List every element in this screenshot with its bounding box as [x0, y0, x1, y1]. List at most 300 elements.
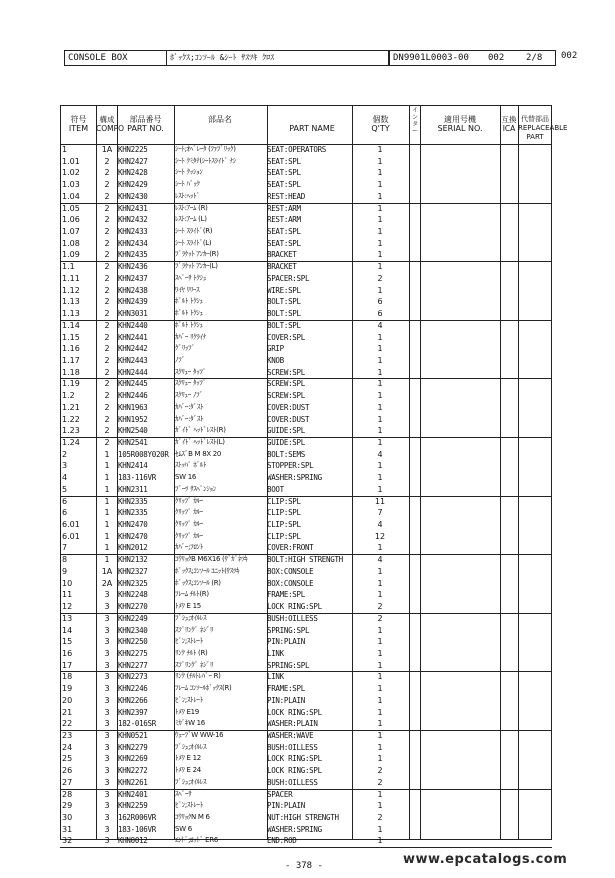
sheet-page: 2/8	[526, 53, 543, 63]
part-no-cell: KHN2246	[118, 684, 148, 694]
part-no-cell: KHN2431	[118, 203, 148, 213]
part-no-cell: KHN2269	[118, 754, 148, 764]
table-row	[60, 589, 552, 601]
part-no-cell: KHN2442	[118, 344, 148, 354]
table-row	[60, 519, 552, 531]
part-name-en-cell: PIN:PLAIN	[267, 695, 305, 705]
item-cell: 32	[62, 836, 73, 846]
part-name-jp-cell: ｶﾞｲﾄﾞ ﾍｯﾄﾞﾚｽﾄ(R)	[175, 426, 226, 435]
part-name-en-cell: SEAT:SPL	[267, 238, 301, 248]
part-name-en-cell: SCREW:SPL	[267, 379, 305, 389]
part-name-en-cell: CLIP:SPL	[267, 496, 301, 506]
part-name-en-cell: CLIP:SPL	[267, 531, 301, 541]
compo-cell: 1	[104, 508, 110, 518]
compo-cell: 2	[104, 426, 110, 436]
compo-cell: 3	[104, 637, 110, 647]
compo-cell: 1	[104, 484, 110, 494]
qty-cell: 1	[377, 156, 383, 166]
item-cell: 1.19	[62, 379, 80, 389]
part-name-en-cell: SEAT:OPERATORS	[267, 145, 327, 154]
qty-cell: 1	[377, 754, 383, 764]
compo-cell: 2	[104, 156, 110, 166]
part-name-en-cell: BUSH:OILLESS	[267, 742, 318, 752]
compo-cell: 3	[104, 813, 110, 823]
table-row	[60, 800, 552, 812]
part-name-en-cell: LOCK RING:SPL	[267, 602, 322, 612]
item-cell: 6	[62, 508, 68, 518]
item-cell: 1.18	[62, 367, 80, 377]
qty-cell: 1	[377, 262, 383, 272]
col-header-replaceable: 代替部品 REPLACEABLE PART	[518, 115, 568, 141]
compo-cell: 3	[104, 684, 110, 694]
part-name-jp-cell: ｼｰﾄ ｽﾗｲﾄﾞ(L)	[175, 238, 212, 247]
col-header-compo: 構成 COMPO	[96, 115, 125, 133]
part-name-jp-cell: ｳｪｰﾌﾞW WW-16	[175, 731, 224, 739]
part-name-jp-cell: ﾎﾞﾙﾄ ﾄｸｼｭ	[175, 309, 203, 318]
part-name-jp-cell: ｶﾞｲﾄﾞ ﾍｯﾄﾞﾚｽﾄ(L)	[175, 438, 225, 446]
qty-cell: 1	[377, 191, 383, 201]
part-no-cell: KHN2439	[118, 297, 148, 307]
part-name-jp-cell: ﾐｶﾞｷW 16	[175, 719, 205, 728]
table-row	[60, 554, 552, 566]
table-row	[60, 601, 552, 613]
part-no-cell: KHN2435	[118, 250, 148, 260]
part-name-en-cell: LINK	[267, 648, 284, 658]
compo-cell: 1A	[101, 145, 113, 154]
part-name-en-cell: GUIDE:SPL	[267, 426, 305, 436]
part-name-jp-cell: ｸﾘｯﾌﾟ ｶﾙｰ	[175, 508, 203, 517]
part-name-jp-cell: ｼｰﾄ ｸｯｼｮﾝ	[175, 168, 203, 177]
item-cell: 13	[62, 613, 73, 623]
qty-cell: 2	[377, 813, 383, 823]
qty-cell: 1	[377, 719, 383, 729]
part-name-jp-cell: ﾌﾞｰﾂ ｻｽﾍﾟﾝｼｮﾝ	[175, 484, 216, 493]
compo-cell: 3	[104, 625, 110, 635]
qty-cell: 1	[377, 731, 383, 740]
part-name-en-cell: SEAT:SPL	[267, 227, 301, 237]
item-cell: 5	[62, 484, 68, 494]
part-name-jp-cell: ﾄﾒﾜ E 12	[175, 754, 201, 763]
item-cell: 18	[62, 672, 73, 682]
table-row	[60, 730, 552, 742]
part-name-en-cell: FRAME:SPL	[267, 684, 305, 694]
part-name-jp-cell: ﾚｽﾄ:ｱｰﾑ (R)	[175, 203, 208, 212]
item-cell: 19	[62, 684, 73, 694]
qty-cell: 1	[377, 203, 383, 213]
qty-cell: 1	[377, 672, 383, 682]
compo-cell: 3	[104, 824, 110, 834]
col-header-serial: 適用号機 SERIAL NO.	[437, 115, 483, 133]
part-name-jp-cell: ﾌﾞｼｭ;ｵｲﾙﾚｽ	[175, 613, 207, 622]
qty-cell: 1	[377, 695, 383, 705]
compo-cell: 3	[104, 660, 110, 670]
qty-cell: 1	[377, 648, 383, 658]
qty-cell: 1	[377, 332, 383, 342]
part-name-en-cell: BRACKET	[267, 262, 297, 272]
qty-cell: 1	[377, 824, 383, 834]
compo-cell: 3	[104, 672, 110, 682]
table-row	[60, 718, 552, 730]
table-row	[60, 449, 552, 461]
part-name-en-cell: SCREW:SPL	[267, 367, 305, 377]
table-row	[60, 777, 552, 789]
compo-cell: 3	[104, 777, 110, 787]
part-name-en-cell: WIRE:SPL	[267, 285, 301, 295]
part-name-en-cell: BOX:CONSOLE	[267, 578, 314, 588]
part-name-en-cell: COVER:DUST	[267, 402, 310, 412]
part-no-cell: KHN2272	[118, 766, 148, 776]
qty-cell: 6	[377, 309, 383, 319]
part-name-jp-cell: ﾎﾞﾙﾄ ﾄｸｼｭ	[175, 297, 203, 306]
qty-cell: 4	[377, 555, 383, 565]
table-row	[60, 824, 552, 836]
item-cell: 20	[62, 695, 73, 705]
item-cell: 26	[62, 766, 73, 776]
group-separator	[60, 847, 552, 848]
part-no-cell: KHN2470	[118, 520, 148, 530]
part-name-jp-cell: ｸﾞﾘｯﾌﾟ	[175, 344, 195, 353]
part-no-cell: KHN2414	[118, 461, 148, 471]
table-row	[60, 261, 552, 273]
compo-cell: 3	[104, 648, 110, 658]
table-row	[60, 308, 552, 320]
part-name-en-cell: COVER:DUST	[267, 414, 310, 424]
part-name-jp-cell: ﾜｲﾔ ﾘﾘｰｽ	[175, 285, 200, 294]
item-cell: 15	[62, 637, 73, 647]
compo-cell: 3	[104, 789, 110, 799]
compo-cell: 3	[104, 719, 110, 729]
qty-cell: 1	[377, 379, 383, 389]
part-name-jp-cell: ﾎﾞﾙﾄ ﾄｸｼｭ	[175, 320, 203, 329]
part-name-en-cell: CLIP:SPL	[267, 520, 301, 530]
part-name-en-cell: REST:HEAD	[267, 191, 305, 201]
part-no-cell: 105R008Y020R	[118, 449, 169, 459]
part-no-cell: 183-116VR	[118, 473, 156, 483]
part-name-jp-cell: ﾄﾒﾜ E 24	[175, 766, 201, 775]
item-cell: 1.13	[62, 297, 80, 307]
compo-cell: 2	[104, 414, 110, 424]
compo-cell: 3	[104, 695, 110, 705]
part-name-en-cell: SPRING:SPL	[267, 625, 310, 635]
part-name-en-cell: BOLT:SPL	[267, 309, 301, 319]
table-row	[60, 460, 552, 472]
compo-cell: 2	[104, 250, 110, 260]
part-name-en-cell: COVER:FRONT	[267, 543, 314, 553]
part-name-jp-cell: ﾋﾟﾝ;ｽﾄﾚｰﾄ	[175, 695, 203, 704]
item-cell: 17	[62, 660, 73, 670]
part-name-jp-cell: ｺｳﾘｮｸB M6X16 (ｻﾞｶﾞﾈﾂｷ	[175, 555, 248, 564]
part-no-cell: 162R006VR	[118, 813, 156, 823]
col-header-name-en: PART NAME	[289, 124, 335, 133]
compo-cell: 1A	[101, 566, 113, 576]
table-row	[60, 425, 552, 437]
qty-cell: 12	[374, 531, 386, 541]
item-cell: 29	[62, 801, 73, 811]
item-cell: 10	[62, 578, 73, 588]
item-cell: 14	[62, 625, 73, 635]
item-cell: 27	[62, 777, 73, 787]
item-cell: 1.16	[62, 344, 80, 354]
part-name-jp-cell: ｽﾌﾟﾘﾝｸﾞ ﾈｼﾞﾘ	[175, 625, 214, 634]
header-suffix: 002	[561, 51, 578, 61]
part-no-cell: KHN2273	[118, 672, 148, 682]
table-row	[60, 437, 552, 449]
compo-cell: 2	[104, 191, 110, 201]
part-name-en-cell: WASHER:SPRING	[267, 824, 322, 834]
compo-cell: 1	[104, 449, 110, 459]
compo-cell: 2	[104, 309, 110, 319]
qty-cell: 1	[377, 438, 383, 447]
table-row	[60, 496, 552, 508]
item-cell: 1.22	[62, 414, 80, 424]
part-name-jp-cell: ﾋﾟﾝ;ｽﾄﾚｰﾄ	[175, 801, 203, 810]
col-header-part-no: 部品番号 PART NO.	[127, 115, 164, 133]
table-row	[60, 753, 552, 765]
part-name-en-cell: NUT:HIGH STRENGTH	[267, 813, 339, 823]
item-cell: 1.06	[62, 215, 80, 225]
item-cell: 1.04	[62, 191, 80, 201]
compo-cell: 2	[104, 355, 110, 365]
part-name-en-cell: PIN:PLAIN	[267, 801, 305, 811]
part-no-cell: KHN2430	[118, 191, 148, 201]
part-name-jp-cell: ﾌﾞｼｭ;ｵｲﾙﾚｽ	[175, 777, 207, 786]
part-name-jp-cell: ｼｰﾄ ﾊﾞｯｸ	[175, 180, 200, 189]
item-cell: 1.07	[62, 227, 80, 237]
part-name-jp-cell: ｼｰﾄ ｸﾐﾀﾃ(ｼｰﾄｽﾗｲﾄﾞ ﾅｼ	[175, 156, 236, 165]
compo-cell: 2	[104, 203, 110, 213]
item-cell: 1.13	[62, 309, 80, 319]
part-no-cell: 183-106VR	[118, 824, 156, 834]
table-row	[60, 636, 552, 648]
compo-cell: 1	[104, 543, 110, 553]
part-name-en-cell: BOLT:HIGH STRENGTH	[267, 555, 343, 565]
part-name-jp-cell: ﾘﾝｸ ﾁﾙﾄ (R)	[175, 648, 208, 657]
part-name-jp-cell: ｽﾌﾟﾘﾝｸﾞ ﾈｼﾞﾘ	[175, 660, 214, 669]
table-row	[60, 390, 552, 402]
part-name-jp-cell: ﾌﾞｼｭ;ｵｲﾙﾚｽ	[175, 742, 207, 751]
part-name-en-cell: BRACKET	[267, 250, 297, 260]
qty-cell: 1	[377, 707, 383, 717]
item-cell: 1.23	[62, 426, 80, 436]
qty-cell: 1	[377, 461, 383, 471]
part-no-cell: 182-016SR	[118, 719, 156, 729]
compo-cell: 3	[104, 590, 110, 600]
compo-cell: 2	[104, 273, 110, 283]
part-no-cell: KHN2277	[118, 660, 148, 670]
qty-cell: 1	[377, 344, 383, 354]
part-no-cell: KHN2311	[118, 484, 148, 494]
part-no-cell: KHN2275	[118, 648, 148, 658]
part-name-en-cell: BOX:CONSOLE	[267, 566, 314, 576]
header-title-jp: ﾎﾞｯｸｽ;ｺﾝｿｰﾙ &ｼｰﾄ ｻｽﾂｷ ｸﾛｽ	[166, 50, 389, 66]
item-cell: 12	[62, 602, 73, 612]
part-no-cell: KHN2541	[118, 438, 148, 447]
part-no-cell: KHN2335	[118, 508, 148, 518]
qty-cell: 6	[377, 297, 383, 307]
table-row	[60, 531, 552, 543]
compo-cell: 2	[104, 180, 110, 190]
table-row	[60, 214, 552, 226]
item-cell: 6	[62, 496, 68, 506]
item-cell: 1.21	[62, 402, 80, 412]
table-row	[60, 296, 552, 308]
part-name-en-cell: REST:ARM	[267, 203, 301, 213]
part-name-en-cell: LOCK RING:SPL	[267, 707, 322, 717]
part-name-en-cell: SEAT:SPL	[267, 180, 301, 190]
compo-cell: 3	[104, 707, 110, 717]
table-row	[60, 320, 552, 332]
item-cell: 1.05	[62, 203, 80, 213]
part-name-jp-cell: ﾚｽﾄ:ｱｰﾑ (L)	[175, 215, 207, 224]
part-name-en-cell: REST:ARM	[267, 215, 301, 225]
part-name-jp-cell: ﾘﾝｸ (ﾁﾙﾄﾚﾊﾞｰ R)	[175, 672, 221, 681]
part-name-jp-cell: ｸﾘｯﾌﾟ ｶﾙｰ	[175, 496, 203, 505]
part-name-en-cell: SPACER	[267, 789, 293, 799]
item-cell: 8	[62, 555, 68, 565]
item-cell: 30	[62, 813, 73, 823]
part-name-jp-cell: ｸﾘｯﾌﾟ ｶﾙｰ	[175, 520, 203, 529]
qty-cell: 1	[377, 414, 383, 424]
part-name-en-cell: GRIP	[267, 344, 284, 354]
part-name-jp-cell: ﾌﾚｰﾑ ﾁﾙﾄ(R)	[175, 590, 209, 599]
part-name-en-cell: SCREW:SPL	[267, 391, 305, 401]
part-name-en-cell: END:ROD	[267, 836, 297, 846]
part-name-en-cell: WASHER:WAVE	[267, 731, 314, 740]
part-no-cell: KHN2132	[118, 555, 148, 565]
compo-cell: 2	[104, 379, 110, 389]
compo-cell: 2	[104, 215, 110, 225]
table-row	[60, 695, 552, 707]
qty-cell: 1	[377, 355, 383, 365]
part-no-cell: KHN2259	[118, 801, 148, 811]
qty-cell: 1	[377, 473, 383, 483]
part-name-en-cell: LOCK RING:SPL	[267, 754, 322, 764]
compo-cell: 1	[104, 496, 110, 506]
compo-cell: 2	[104, 297, 110, 307]
item-cell: 1.1	[62, 262, 75, 272]
part-no-cell: KHN2270	[118, 602, 148, 612]
part-no-cell: KHN2225	[118, 145, 148, 154]
part-no-cell: KHN2249	[118, 613, 148, 623]
compo-cell: 3	[104, 836, 110, 846]
part-name-jp-cell: SW 16	[175, 473, 196, 482]
table-row	[60, 707, 552, 719]
item-cell: 22	[62, 719, 73, 729]
part-no-cell: KHN2266	[118, 695, 148, 705]
item-cell: 21	[62, 707, 73, 717]
table-row	[60, 507, 552, 519]
qty-cell: 1	[377, 250, 383, 260]
part-name-jp-cell: ｶﾊﾞｰ ﾘｸﾗｲﾅ	[175, 332, 207, 341]
part-name-en-cell: BUSH:OILLESS	[267, 613, 318, 623]
compo-cell: 2	[104, 332, 110, 342]
table-row	[60, 285, 552, 297]
table-row	[60, 414, 552, 426]
part-name-en-cell: FRAME:SPL	[267, 590, 305, 600]
compo-cell: 2	[104, 320, 110, 330]
table-row	[60, 273, 552, 285]
part-no-cell: KHN2441	[118, 332, 148, 342]
table-row	[60, 367, 552, 379]
item-cell: 9	[62, 566, 68, 576]
part-name-jp-cell: ﾄﾒﾜ E 15	[175, 602, 201, 611]
part-no-cell: KHN3031	[118, 309, 148, 319]
part-no-cell: KHN2440	[118, 320, 148, 330]
qty-cell: 1	[377, 684, 383, 694]
part-name-jp-cell: ｾﾑｽﾞB M 8X 20	[175, 449, 222, 458]
compo-cell: 3	[104, 731, 110, 740]
compo-cell: 1	[104, 461, 110, 471]
qty-cell: 4	[377, 320, 383, 330]
compo-cell: 2	[104, 168, 110, 178]
part-name-en-cell: BOOT	[267, 484, 284, 494]
item-cell: 4	[62, 473, 68, 483]
qty-cell: 1	[377, 367, 383, 377]
qty-cell: 1	[377, 402, 383, 412]
part-no-cell: KHN2248	[118, 590, 148, 600]
qty-cell: 1	[377, 180, 383, 190]
compo-cell: 3	[104, 613, 110, 623]
part-name-jp-cell: ｼｰﾄ;ｵﾍﾟﾚｰﾀ (ﾌｧﾌﾞﾘｯｸ)	[175, 145, 236, 153]
item-cell: 2	[62, 449, 68, 459]
part-no-cell: KHN2335	[118, 496, 148, 506]
table-row	[60, 566, 552, 578]
qty-cell: 1	[377, 145, 383, 154]
part-no-cell: KHN2436	[118, 262, 148, 272]
compo-cell: 2	[104, 285, 110, 295]
part-name-jp-cell: ｽｸﾘｭｰ ﾀｯﾌﾟ	[175, 367, 207, 376]
compo-cell: 3	[104, 742, 110, 752]
table-row	[60, 683, 552, 695]
qty-cell: 1	[377, 836, 383, 846]
part-no-cell: KHN2432	[118, 215, 148, 225]
part-name-jp-cell: ﾚｽﾄ:ﾍｯﾄﾞ	[175, 191, 200, 200]
part-name-en-cell: SPRING:SPL	[267, 660, 310, 670]
compo-cell: 2	[104, 227, 110, 237]
qty-cell: 1	[377, 801, 383, 811]
part-name-jp-cell: ﾌﾞﾗｹｯﾄ ｱﾝｶｰ(L)	[175, 262, 218, 271]
qty-cell: 1	[377, 637, 383, 647]
part-no-cell: KHN2427	[118, 156, 148, 166]
item-cell: 1.01	[62, 156, 80, 166]
col-header-inter: インター	[411, 107, 418, 135]
compo-cell: 3	[104, 801, 110, 811]
compo-cell: 2	[104, 438, 110, 447]
part-name-jp-cell: ﾎﾞｯｸｽ;ｺﾝｿｰﾙ (R)	[175, 578, 221, 587]
item-cell: 16	[62, 648, 73, 658]
part-no-cell: KHN2397	[118, 707, 148, 717]
item-cell: 23	[62, 731, 73, 740]
part-name-en-cell: BOLT:SPL	[267, 297, 301, 307]
item-cell: 1.12	[62, 285, 80, 295]
compo-cell: 2	[104, 262, 110, 272]
table-row	[60, 238, 552, 250]
qty-cell: 1	[377, 625, 383, 635]
part-no-cell: KHN1963	[118, 402, 148, 412]
part-no-cell: KHN0012	[118, 836, 148, 846]
table-row	[60, 472, 552, 484]
header-doc-info	[389, 50, 556, 66]
item-cell: 1	[62, 145, 68, 154]
qty-cell: 1	[377, 578, 383, 588]
part-no-cell: KHN2279	[118, 742, 148, 752]
compo-cell: 3	[104, 766, 110, 776]
part-name-jp-cell: ﾋﾟﾝ;ｽﾄﾚｰﾄ	[175, 637, 203, 646]
compo-cell: 1	[104, 555, 110, 565]
table-row	[60, 835, 552, 847]
qty-cell: 1	[377, 660, 383, 670]
part-no-cell: KHN2327	[118, 566, 148, 576]
